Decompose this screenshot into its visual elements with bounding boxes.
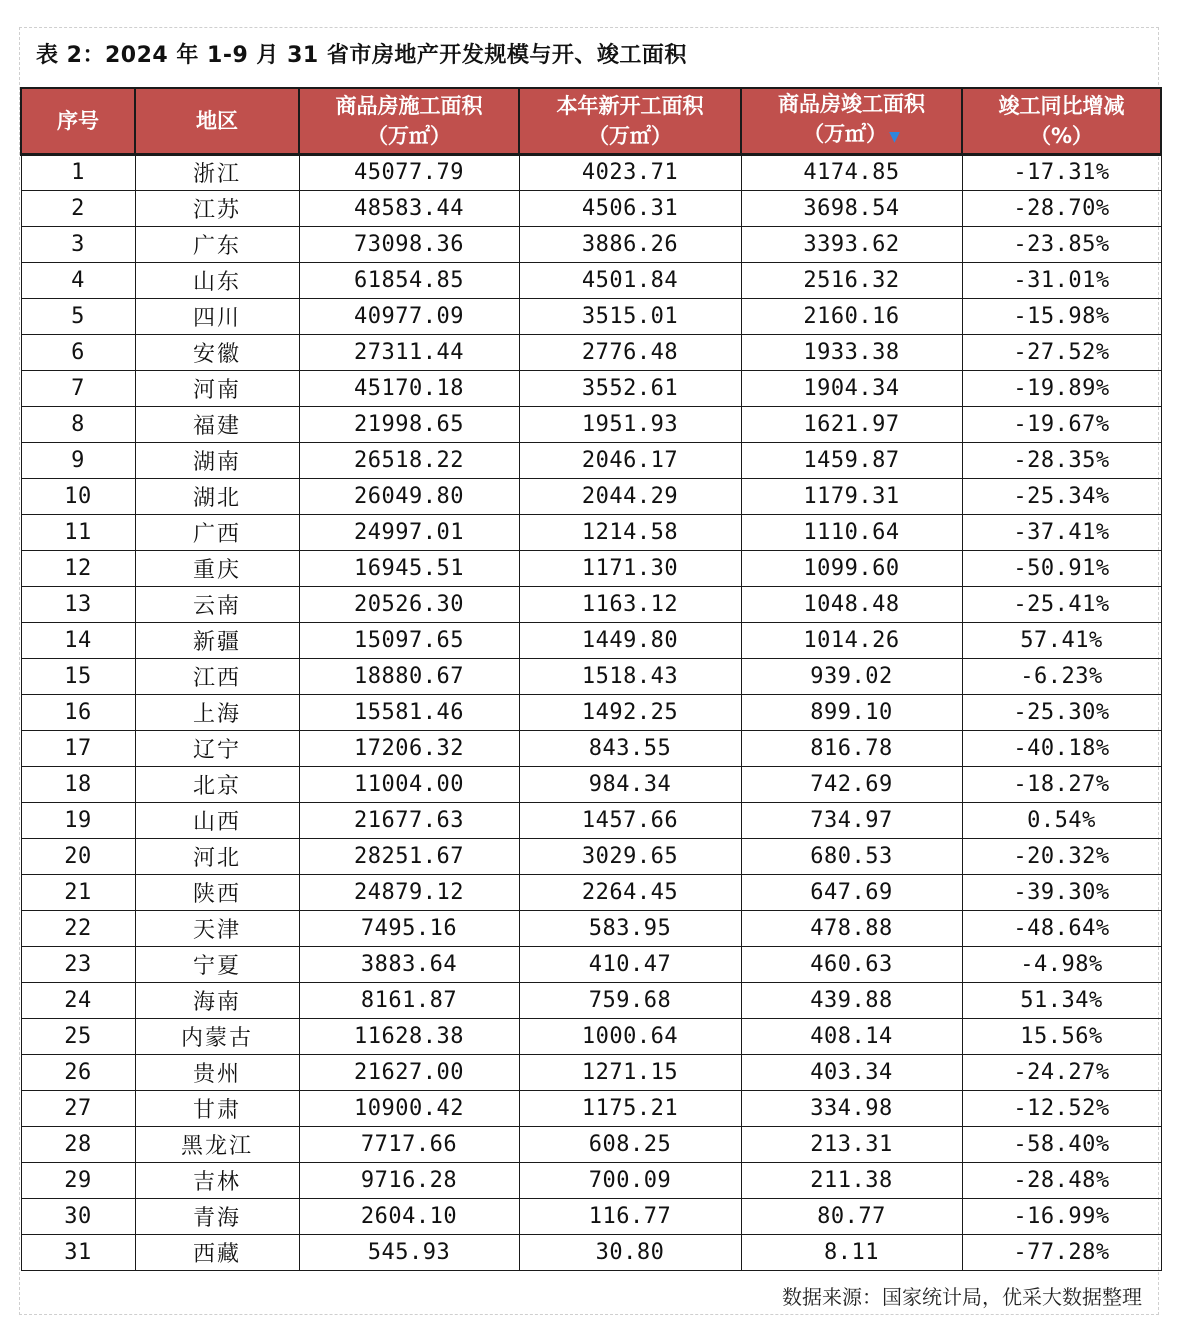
new-starts-area-cell: 583.95 [519, 910, 741, 946]
new-starts-area-cell: 3886.26 [519, 226, 741, 262]
new-starts-area-cell: 4023.71 [519, 154, 741, 190]
completed-area-cell: 439.88 [741, 982, 962, 1018]
completed-area-cell: 3393.62 [741, 226, 962, 262]
region-cell: 新疆 [135, 622, 299, 658]
completion-yoy-cell: -40.18% [962, 730, 1161, 766]
index-cell: 7 [21, 370, 135, 406]
new-starts-area-cell: 1175.21 [519, 1090, 741, 1126]
new-starts-area-cell: 1163.12 [519, 586, 741, 622]
new-starts-area-cell: 4501.84 [519, 262, 741, 298]
index-cell: 30 [21, 1198, 135, 1234]
completion-yoy-cell: -37.41% [962, 514, 1161, 550]
region-cell: 湖南 [135, 442, 299, 478]
region-cell: 黑龙江 [135, 1126, 299, 1162]
column-header-construction-area[interactable]: 商品房施工面积 （万㎡） [299, 88, 519, 154]
completion-yoy-cell: -24.27% [962, 1054, 1161, 1090]
construction-area-cell: 17206.32 [299, 730, 519, 766]
table-row [21, 910, 1161, 946]
index-cell: 31 [21, 1234, 135, 1270]
region-cell: 内蒙古 [135, 1018, 299, 1054]
completion-yoy-cell: -28.35% [962, 442, 1161, 478]
table-row [21, 226, 1161, 262]
completed-area-cell: 1904.34 [741, 370, 962, 406]
completion-yoy-cell: -50.91% [962, 550, 1161, 586]
completed-area-cell: 334.98 [741, 1090, 962, 1126]
new-starts-area-cell: 3552.61 [519, 370, 741, 406]
table-row [21, 1198, 1161, 1234]
construction-area-cell: 48583.44 [299, 190, 519, 226]
new-starts-area-cell: 1518.43 [519, 658, 741, 694]
region-cell: 青海 [135, 1198, 299, 1234]
column-header-completed-area[interactable]: 商品房竣工面积 （万㎡） ▼ [741, 88, 962, 154]
completed-area-cell: 4174.85 [741, 154, 962, 190]
table-row [21, 1054, 1161, 1090]
region-cell: 江苏 [135, 190, 299, 226]
index-cell: 10 [21, 478, 135, 514]
index-cell: 14 [21, 622, 135, 658]
table-row [21, 154, 1161, 190]
table-row [21, 766, 1161, 802]
completed-area-cell: 1014.26 [741, 622, 962, 658]
new-starts-area-cell: 984.34 [519, 766, 741, 802]
completion-yoy-cell: -25.34% [962, 478, 1161, 514]
completion-yoy-cell: 51.34% [962, 982, 1161, 1018]
sort-down-icon[interactable]: ▼ [889, 129, 900, 146]
index-cell: 9 [21, 442, 135, 478]
table-row [21, 1162, 1161, 1198]
table-row [21, 874, 1161, 910]
construction-area-cell: 7717.66 [299, 1126, 519, 1162]
construction-area-cell: 11628.38 [299, 1018, 519, 1054]
table-row [21, 1126, 1161, 1162]
construction-area-cell: 8161.87 [299, 982, 519, 1018]
completed-area-cell: 647.69 [741, 874, 962, 910]
completed-area-cell: 899.10 [741, 694, 962, 730]
table-row [21, 838, 1161, 874]
index-cell: 27 [21, 1090, 135, 1126]
construction-area-cell: 26049.80 [299, 478, 519, 514]
region-cell: 重庆 [135, 550, 299, 586]
data-table [20, 87, 1162, 1271]
completed-area-cell: 1048.48 [741, 586, 962, 622]
new-starts-area-cell: 3029.65 [519, 838, 741, 874]
completion-yoy-cell: -15.98% [962, 298, 1161, 334]
completion-yoy-cell: -19.89% [962, 370, 1161, 406]
index-cell: 24 [21, 982, 135, 1018]
construction-area-cell: 3883.64 [299, 946, 519, 982]
index-cell: 5 [21, 298, 135, 334]
completed-area-cell: 1933.38 [741, 334, 962, 370]
index-cell: 12 [21, 550, 135, 586]
new-starts-area-cell: 1492.25 [519, 694, 741, 730]
index-cell: 23 [21, 946, 135, 982]
index-cell: 3 [21, 226, 135, 262]
construction-area-cell: 545.93 [299, 1234, 519, 1270]
completed-area-cell: 1099.60 [741, 550, 962, 586]
new-starts-area-cell: 843.55 [519, 730, 741, 766]
table-row [21, 1090, 1161, 1126]
region-cell: 甘肃 [135, 1090, 299, 1126]
completion-yoy-cell: -77.28% [962, 1234, 1161, 1270]
region-cell: 广东 [135, 226, 299, 262]
new-starts-area-cell: 1171.30 [519, 550, 741, 586]
region-cell: 安徽 [135, 334, 299, 370]
new-starts-area-cell: 1271.15 [519, 1054, 741, 1090]
index-cell: 11 [21, 514, 135, 550]
completion-yoy-cell: -28.48% [962, 1162, 1161, 1198]
completed-area-cell: 3698.54 [741, 190, 962, 226]
column-header-index[interactable]: 序号 [21, 88, 135, 154]
table-row [21, 802, 1161, 838]
completion-yoy-cell: -18.27% [962, 766, 1161, 802]
completed-area-cell: 1621.97 [741, 406, 962, 442]
table-row [21, 658, 1161, 694]
region-cell: 陕西 [135, 874, 299, 910]
region-cell: 吉林 [135, 1162, 299, 1198]
new-starts-area-cell: 2044.29 [519, 478, 741, 514]
table-row [21, 1018, 1161, 1054]
construction-area-cell: 20526.30 [299, 586, 519, 622]
construction-area-cell: 2604.10 [299, 1198, 519, 1234]
construction-area-cell: 45170.18 [299, 370, 519, 406]
construction-area-cell: 21627.00 [299, 1054, 519, 1090]
construction-area-cell: 61854.85 [299, 262, 519, 298]
index-cell: 20 [21, 838, 135, 874]
region-cell: 四川 [135, 298, 299, 334]
completion-yoy-cell: 0.54% [962, 802, 1161, 838]
table-row [21, 550, 1161, 586]
completed-area-cell: 816.78 [741, 730, 962, 766]
index-cell: 4 [21, 262, 135, 298]
construction-area-cell: 21677.63 [299, 802, 519, 838]
construction-area-cell: 11004.00 [299, 766, 519, 802]
construction-area-cell: 28251.67 [299, 838, 519, 874]
column-header-region[interactable]: 地区 [135, 88, 299, 154]
table-row [21, 262, 1161, 298]
table-row [21, 478, 1161, 514]
new-starts-area-cell: 1214.58 [519, 514, 741, 550]
index-cell: 25 [21, 1018, 135, 1054]
table-row [21, 730, 1161, 766]
new-starts-area-cell: 116.77 [519, 1198, 741, 1234]
data-source-note: 数据来源：国家统计局，优采大数据整理 [782, 1285, 1142, 1309]
completed-area-cell: 213.31 [741, 1126, 962, 1162]
new-starts-area-cell: 410.47 [519, 946, 741, 982]
index-cell: 15 [21, 658, 135, 694]
region-cell: 山西 [135, 802, 299, 838]
region-cell: 福建 [135, 406, 299, 442]
construction-area-cell: 16945.51 [299, 550, 519, 586]
completed-area-cell: 2516.32 [741, 262, 962, 298]
completed-area-cell: 2160.16 [741, 298, 962, 334]
completion-yoy-cell: -20.32% [962, 838, 1161, 874]
new-starts-area-cell: 700.09 [519, 1162, 741, 1198]
table-row [21, 406, 1161, 442]
new-starts-area-cell: 2776.48 [519, 334, 741, 370]
region-cell: 上海 [135, 694, 299, 730]
table-row [21, 334, 1161, 370]
completed-area-cell: 1110.64 [741, 514, 962, 550]
construction-area-cell: 40977.09 [299, 298, 519, 334]
completed-area-cell: 734.97 [741, 802, 962, 838]
index-cell: 19 [21, 802, 135, 838]
construction-area-cell: 10900.42 [299, 1090, 519, 1126]
index-cell: 22 [21, 910, 135, 946]
region-cell: 西藏 [135, 1234, 299, 1270]
table-row [21, 982, 1161, 1018]
index-cell: 29 [21, 1162, 135, 1198]
completed-area-cell: 211.38 [741, 1162, 962, 1198]
completion-yoy-cell: -48.64% [962, 910, 1161, 946]
completion-yoy-cell: -28.70% [962, 190, 1161, 226]
completion-yoy-cell: -6.23% [962, 658, 1161, 694]
header-row [21, 88, 1161, 154]
region-cell: 江西 [135, 658, 299, 694]
completion-yoy-cell: 15.56% [962, 1018, 1161, 1054]
new-starts-area-cell: 4506.31 [519, 190, 741, 226]
table-title: 表 2：2024 年 1-9 月 31 省市房地产开发规模与开、竣工面积 [36, 43, 687, 68]
completion-yoy-cell: -25.30% [962, 694, 1161, 730]
table-row [21, 298, 1161, 334]
completed-area-cell: 939.02 [741, 658, 962, 694]
table-row [21, 514, 1161, 550]
construction-area-cell: 24879.12 [299, 874, 519, 910]
new-starts-area-cell: 3515.01 [519, 298, 741, 334]
completed-area-cell: 1459.87 [741, 442, 962, 478]
table-row [21, 370, 1161, 406]
region-cell: 天津 [135, 910, 299, 946]
region-cell: 广西 [135, 514, 299, 550]
region-cell: 河北 [135, 838, 299, 874]
new-starts-area-cell: 1449.80 [519, 622, 741, 658]
index-cell: 18 [21, 766, 135, 802]
table-row [21, 694, 1161, 730]
completion-yoy-cell: -39.30% [962, 874, 1161, 910]
construction-area-cell: 15581.46 [299, 694, 519, 730]
construction-area-cell: 24997.01 [299, 514, 519, 550]
region-cell: 山东 [135, 262, 299, 298]
completed-area-cell: 8.11 [741, 1234, 962, 1270]
column-header-new-starts-area[interactable]: 本年新开工面积 （万㎡） [519, 88, 741, 154]
completion-yoy-cell: -19.67% [962, 406, 1161, 442]
region-cell: 北京 [135, 766, 299, 802]
index-cell: 28 [21, 1126, 135, 1162]
table-row [21, 190, 1161, 226]
construction-area-cell: 21998.65 [299, 406, 519, 442]
new-starts-area-cell: 1000.64 [519, 1018, 741, 1054]
completed-area-cell: 460.63 [741, 946, 962, 982]
construction-area-cell: 73098.36 [299, 226, 519, 262]
completed-area-cell: 408.14 [741, 1018, 962, 1054]
index-cell: 16 [21, 694, 135, 730]
table-row [21, 622, 1161, 658]
region-cell: 浙江 [135, 154, 299, 190]
index-cell: 17 [21, 730, 135, 766]
completed-area-cell: 478.88 [741, 910, 962, 946]
completion-yoy-cell: -31.01% [962, 262, 1161, 298]
table-row [21, 1234, 1161, 1270]
completed-area-cell: 680.53 [741, 838, 962, 874]
new-starts-area-cell: 1951.93 [519, 406, 741, 442]
completion-yoy-cell: -17.31% [962, 154, 1161, 190]
construction-area-cell: 27311.44 [299, 334, 519, 370]
region-cell: 海南 [135, 982, 299, 1018]
completion-yoy-cell: -12.52% [962, 1090, 1161, 1126]
completion-yoy-cell: -23.85% [962, 226, 1161, 262]
completed-area-cell: 80.77 [741, 1198, 962, 1234]
construction-area-cell: 15097.65 [299, 622, 519, 658]
region-cell: 云南 [135, 586, 299, 622]
completion-yoy-cell: -4.98% [962, 946, 1161, 982]
completion-yoy-cell: -27.52% [962, 334, 1161, 370]
completed-area-cell: 1179.31 [741, 478, 962, 514]
index-cell: 21 [21, 874, 135, 910]
region-cell: 河南 [135, 370, 299, 406]
completed-area-cell: 742.69 [741, 766, 962, 802]
table-row [21, 946, 1161, 982]
new-starts-area-cell: 1457.66 [519, 802, 741, 838]
table-row [21, 442, 1161, 478]
construction-area-cell: 9716.28 [299, 1162, 519, 1198]
index-cell: 2 [21, 190, 135, 226]
index-cell: 26 [21, 1054, 135, 1090]
index-cell: 1 [21, 154, 135, 190]
completed-area-cell: 403.34 [741, 1054, 962, 1090]
construction-area-cell: 26518.22 [299, 442, 519, 478]
construction-area-cell: 45077.79 [299, 154, 519, 190]
column-header-completion-yoy[interactable]: 竣工同比增减 （%） [962, 88, 1161, 154]
index-cell: 8 [21, 406, 135, 442]
index-cell: 6 [21, 334, 135, 370]
new-starts-area-cell: 30.80 [519, 1234, 741, 1270]
new-starts-area-cell: 759.68 [519, 982, 741, 1018]
region-cell: 湖北 [135, 478, 299, 514]
completion-yoy-cell: -58.40% [962, 1126, 1161, 1162]
region-cell: 贵州 [135, 1054, 299, 1090]
completion-yoy-cell: -16.99% [962, 1198, 1161, 1234]
construction-area-cell: 7495.16 [299, 910, 519, 946]
completion-yoy-cell: -25.41% [962, 586, 1161, 622]
region-cell: 辽宁 [135, 730, 299, 766]
new-starts-area-cell: 2046.17 [519, 442, 741, 478]
completion-yoy-cell: 57.41% [962, 622, 1161, 658]
construction-area-cell: 18880.67 [299, 658, 519, 694]
region-cell: 宁夏 [135, 946, 299, 982]
new-starts-area-cell: 2264.45 [519, 874, 741, 910]
table-row [21, 586, 1161, 622]
new-starts-area-cell: 608.25 [519, 1126, 741, 1162]
index-cell: 13 [21, 586, 135, 622]
